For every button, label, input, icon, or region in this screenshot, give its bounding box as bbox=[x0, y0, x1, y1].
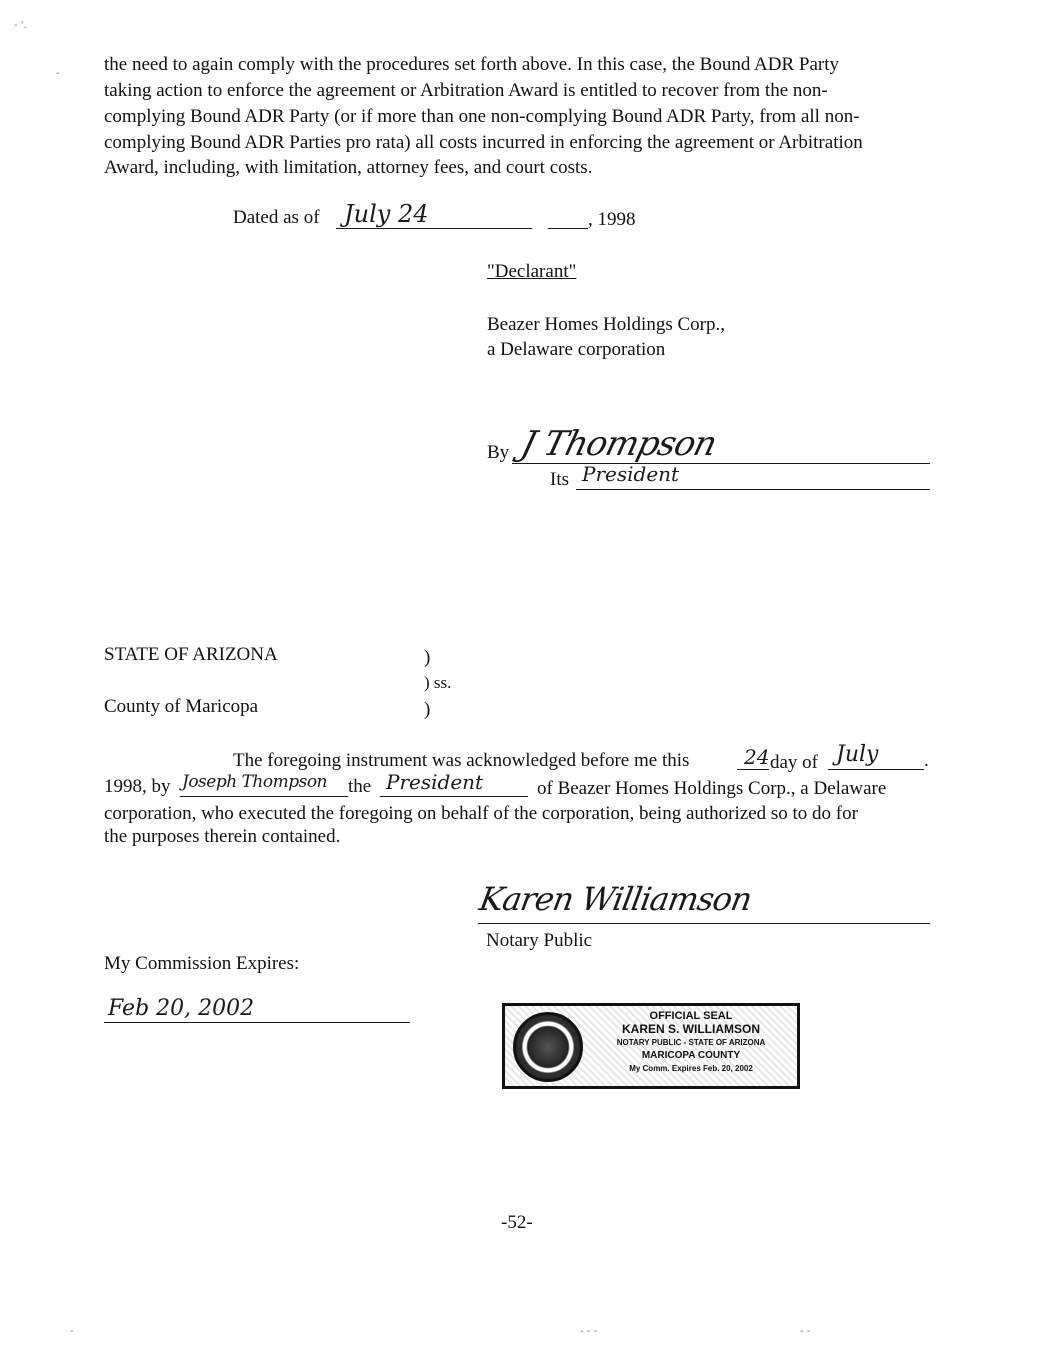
paragraph-line: Award, including, with limitation, attorney fees, and court costs. bbox=[104, 157, 593, 178]
declarant-label: "Declarant" bbox=[487, 261, 577, 282]
date-underline bbox=[336, 228, 532, 229]
handwritten-title: President bbox=[386, 770, 484, 794]
seal-line: OFFICIAL SEAL bbox=[649, 1010, 733, 1022]
name-underline bbox=[180, 796, 348, 797]
ack-text: the bbox=[348, 776, 372, 797]
ack-text: . bbox=[924, 750, 929, 771]
notary-label: Notary Public bbox=[486, 930, 593, 951]
paragraph-line: complying Bound ADR Party (or if more than one non-complying Bound ADR Party, from all non- bbox=[104, 106, 860, 127]
seal-line: KAREN S. WILLIAMSON bbox=[622, 1022, 760, 1036]
its-label: Its bbox=[550, 469, 569, 490]
handwritten-name: Joseph Thompson bbox=[182, 772, 328, 792]
company-type: a Delaware corporation bbox=[487, 339, 666, 360]
seal-line: MARICOPA COUNTY bbox=[641, 1050, 741, 1061]
seal-line: My Comm. Expires Feb. 20, 2002 bbox=[629, 1064, 753, 1073]
dated-prefix: Dated as of bbox=[233, 207, 320, 228]
venue-paren: ) bbox=[424, 699, 431, 720]
notary-signature: Karen Williamson bbox=[476, 880, 755, 918]
scan-speck: - bbox=[70, 1326, 74, 1337]
title-line bbox=[576, 489, 930, 490]
scan-speck: - - bbox=[800, 1326, 811, 1337]
handwritten-month: July bbox=[836, 742, 879, 767]
scan-speck: - - - bbox=[580, 1326, 598, 1337]
venue-county: County of Maricopa bbox=[104, 696, 259, 717]
month-underline bbox=[828, 769, 924, 770]
paragraph-line: the need to again comply with the procedures set forth above. In this case, the Bound ADR Party bbox=[104, 54, 840, 75]
handwritten-date: July 24 bbox=[344, 200, 429, 228]
notary-seal-stamp bbox=[502, 1003, 800, 1089]
seal-line: NOTARY PUBLIC - STATE OF ARIZONA bbox=[616, 1038, 766, 1047]
handwritten-day: 24 bbox=[744, 745, 770, 769]
scan-speck: - bbox=[56, 68, 60, 79]
handwritten-title: President bbox=[582, 462, 680, 486]
dated-year: , 1998 bbox=[588, 209, 636, 230]
ack-text: of Beazer Homes Holdings Corp., a Delaware bbox=[537, 778, 887, 799]
state-seal-emblem bbox=[513, 1012, 583, 1082]
commission-date: Feb 20, 2002 bbox=[108, 996, 255, 1021]
ack-text: The foregoing instrument was acknowledged before me this bbox=[233, 750, 690, 771]
venue-paren: ) bbox=[424, 647, 431, 668]
day-underline bbox=[737, 769, 769, 770]
commission-label: My Commission Expires: bbox=[104, 953, 300, 974]
page-number: -52- bbox=[501, 1212, 533, 1233]
ack-text: day of bbox=[770, 752, 819, 773]
notary-signature-line bbox=[478, 923, 930, 924]
date-underline-2 bbox=[548, 228, 588, 229]
scan-speck: - '. bbox=[14, 20, 27, 31]
declarant-signature: J Thompson bbox=[517, 424, 721, 464]
title-underline bbox=[380, 796, 528, 797]
paragraph-line: taking action to enforce the agreement or Arbitration Award is entitled to recover from the non- bbox=[104, 80, 828, 101]
company-name: Beazer Homes Holdings Corp., bbox=[487, 314, 725, 335]
by-label: By bbox=[487, 442, 510, 463]
paragraph-line: complying Bound ADR Parties pro rata) all costs incurred in enforcing the agreement or Arbitration bbox=[104, 132, 863, 153]
commission-underline bbox=[104, 1022, 410, 1023]
venue-ss: ) ss. bbox=[424, 673, 452, 692]
signature-line bbox=[512, 463, 930, 464]
ack-text: corporation, who executed the foregoing on behalf of the corporation, being authorized so to do for bbox=[104, 803, 858, 824]
ack-text: 1998, by bbox=[104, 776, 171, 797]
ack-text: the purposes therein contained. bbox=[104, 826, 341, 847]
venue-state: STATE OF ARIZONA bbox=[104, 644, 278, 665]
